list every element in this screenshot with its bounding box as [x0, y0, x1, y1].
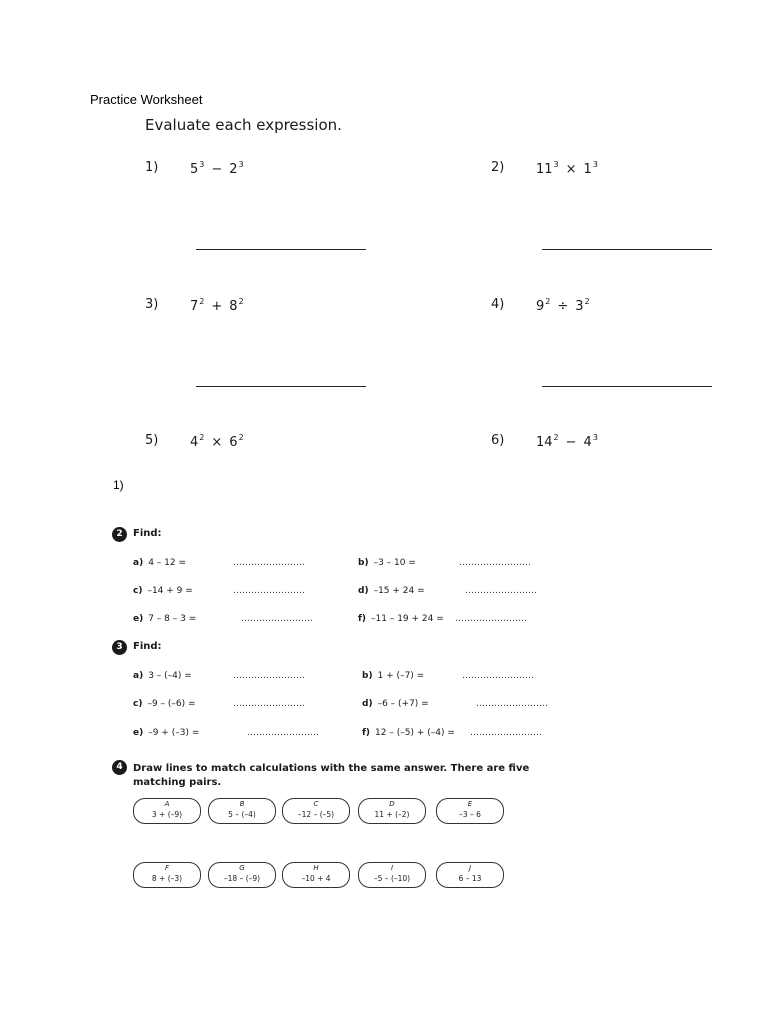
match-card-b[interactable]: B 5 – (–4): [208, 798, 276, 824]
ex3-answer-b[interactable]: ……………………: [462, 671, 534, 681]
match-card-g[interactable]: G –18 – (–9): [208, 862, 276, 888]
exercise-3-heading: Find:: [133, 641, 162, 652]
ex2-item-d: d) –15 + 24 =: [358, 586, 425, 596]
ex3-item-e: e) –9 + (–3) =: [133, 728, 200, 738]
stray-label: 1): [113, 478, 124, 492]
ex2-answer-c[interactable]: ……………………: [233, 586, 305, 596]
instruction-text: Evaluate each expression.: [145, 116, 342, 134]
ex2-item-e: e) 7 – 8 – 3 =: [133, 614, 197, 624]
ex2-item-a: a) 4 – 12 =: [133, 558, 186, 568]
worksheet-title: Practice Worksheet: [90, 92, 203, 107]
problem-1-expression: $5^3 - 2^3$: [190, 160, 244, 177]
problem-2-number: 2): [491, 160, 505, 175]
problem-2-expression: $11^3 \times 1^3$: [536, 160, 598, 177]
problem-3-expression: $7^2 + 8^2$: [190, 297, 244, 314]
ex3-answer-d[interactable]: ……………………: [476, 699, 548, 709]
problem-6-number: 6): [491, 433, 505, 448]
ex2-answer-b[interactable]: ……………………: [459, 558, 531, 568]
ex2-item-c: c) –14 + 9 =: [133, 586, 193, 596]
match-card-f[interactable]: F 8 + (–3): [133, 862, 201, 888]
problem-4-expression: $9^2 \div 3^2$: [536, 297, 590, 314]
ex3-answer-f[interactable]: ……………………: [470, 728, 542, 738]
match-card-c[interactable]: C –12 – (–5): [282, 798, 350, 824]
ex2-answer-f[interactable]: ……………………: [455, 614, 527, 624]
exercise-2-heading: Find:: [133, 528, 162, 539]
exercise-3-badge: 3: [112, 640, 127, 655]
ex3-item-d: d) –6 – (+7) =: [362, 699, 429, 709]
problem-3-number: 3): [145, 297, 159, 312]
ex3-answer-e[interactable]: ……………………: [247, 728, 319, 738]
ex3-item-b: b) 1 + (–7) =: [362, 671, 425, 681]
match-card-i[interactable]: I –5 – (–10): [358, 862, 426, 888]
answer-line-2[interactable]: [542, 249, 712, 250]
answer-line-3[interactable]: [196, 386, 366, 387]
match-card-j[interactable]: J 6 – 13: [436, 862, 504, 888]
ex3-answer-c[interactable]: ……………………: [233, 699, 305, 709]
ex2-item-f: f) –11 – 19 + 24 =: [358, 614, 444, 624]
problem-4-number: 4): [491, 297, 505, 312]
ex2-answer-a[interactable]: ……………………: [233, 558, 305, 568]
match-card-a[interactable]: A 3 + (–9): [133, 798, 201, 824]
ex3-item-a: a) 3 – (–4) =: [133, 671, 192, 681]
problem-5-expression: $4^2 \times 6^2$: [190, 433, 244, 450]
problem-6-expression: $14^2 - 4^3$: [536, 433, 598, 450]
match-card-d[interactable]: D 11 + (–2): [358, 798, 426, 824]
answer-line-4[interactable]: [542, 386, 712, 387]
ex2-answer-d[interactable]: ……………………: [465, 586, 537, 596]
problem-1-number: 1): [145, 160, 159, 175]
ex3-answer-a[interactable]: ……………………: [233, 671, 305, 681]
exercise-2-badge: 2: [112, 527, 127, 542]
match-card-h[interactable]: H –10 + 4: [282, 862, 350, 888]
ex3-item-f: f) 12 – (–5) + (–4) =: [362, 728, 455, 738]
answer-line-1[interactable]: [196, 249, 366, 250]
exercise-4-heading: Draw lines to match calculations with the same answer. There are five matching pairs.: [133, 763, 530, 788]
ex2-answer-e[interactable]: ……………………: [241, 614, 313, 624]
problem-5-number: 5): [145, 433, 159, 448]
ex2-item-b: b) –3 – 10 =: [358, 558, 416, 568]
exercise-4-badge: 4: [112, 760, 127, 775]
match-card-e[interactable]: E –3 – 6: [436, 798, 504, 824]
ex3-item-c: c) –9 – (–6) =: [133, 699, 196, 709]
